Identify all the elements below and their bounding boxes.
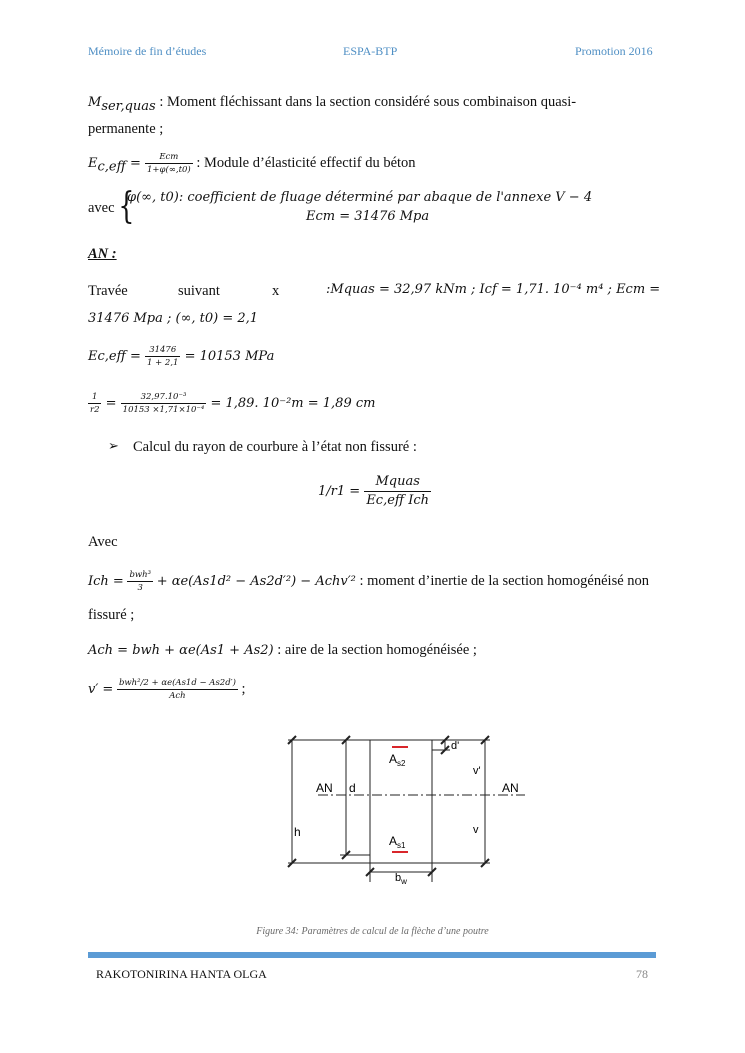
beam-section-figure [280, 730, 540, 890]
label-vprime: v' [473, 765, 481, 777]
label-as2: $A_{s2}$ [389, 752, 406, 768]
header-left: Mémoire de fin d’études [88, 44, 207, 58]
header-right: Promotion 2016 [575, 44, 653, 58]
ich-formula: Ich = $\frac{\text{bwh³}}{3}$ + αe(As1d² − As2d′²) − Achv′² : moment d’inertie de la section homogénéisé non [88, 570, 650, 593]
ecm-line: Ecm = 31476 Mpa [306, 209, 430, 224]
suivant-word: suivant [178, 283, 220, 299]
travee-expression: :Mquas = 32,97 kNm ; Icf = 1,71. 10⁻⁴ m⁴ ; Ecm = [326, 282, 661, 297]
r2-calculation: $\frac{1}{r2}$ = $\frac{\text{32,97.10⁻³}}{\text{10153 ×1,71×10⁻⁴}}$ = 1,89. 10⁻²m = 1,89 cm [90, 392, 376, 415]
footer-divider [88, 952, 656, 958]
r2-inverse-fraction: $\frac{1}{r2}$ [90, 392, 100, 415]
label-as1: $A_{s1}$ [389, 834, 406, 850]
label-d: d [349, 781, 356, 795]
vprime-formula: v′ = $\frac{\text{bwh²/2 + αe(As1d − As2d′)}}{\text{Ach}}$ ; [88, 678, 246, 701]
avec2-label: Avec [88, 534, 118, 550]
ceff-calculation: Ec,eff = $\frac{31476}{1 + 2,1}$ = 10153 MPa [88, 345, 275, 368]
figure-caption: Figure 34: Paramètres de calcul de la flèche d’une poutre [256, 926, 489, 937]
r1-fraction: $\frac{\text{Mquas}}{\text{Ec,eff Ich}}$ [366, 474, 430, 508]
ich-formula-cont: fissuré ; [88, 607, 135, 623]
r1-formula: 1/r1 = $\frac{\text{Mquas}}{\text{Ec,eff Ich}}$ [318, 474, 430, 508]
ceff-fraction: $\frac{\text{Ecm}}{1+\varphi(\infty,t0)}$ [147, 152, 191, 175]
ceff-calc-fraction: $\frac{31476}{1 + 2,1}$ [146, 345, 179, 368]
arrow-bullet-icon: ➢ [108, 438, 119, 453]
label-dprime: d' [451, 740, 460, 752]
label-v: v [473, 824, 479, 836]
an-heading: AN : [88, 246, 117, 262]
header-center: ESPA-BTP [343, 44, 398, 58]
definition-mser-cont: permanente ; [88, 121, 164, 137]
brace-icon: { [118, 186, 135, 227]
bullet-text: Calcul du rayon de courbure à l’état non fissuré : [133, 439, 417, 455]
label-bw: $b_w$ [395, 872, 407, 886]
label-h: h [294, 825, 301, 839]
ich-fraction: $\frac{\text{bwh³}}{3}$ [129, 570, 152, 593]
fluage-line: φ(∞, t0): coefficient de fluage déterminé par abaque de l'annexe V − 4 [127, 190, 593, 205]
definition-mser: $M_{ser,quas}$ : Moment fléchissant dans la section considéré sous combinaison quasi- [88, 94, 577, 114]
definition-ceff: $E_{c,eff}$ = $\frac{\text{Ecm}}{1+\varphi(\infty,t0)}$ : Module d’élasticité effectif du béton [88, 152, 416, 175]
label-an-right: AN [502, 781, 519, 795]
travee-word: Travée [88, 283, 128, 299]
x-word: x [272, 283, 280, 299]
ach-formula: Ach = bwh + αe(As1 + As2) : aire de la section homogénéisée ; [88, 642, 477, 658]
label-an-left: AN [316, 781, 333, 795]
travee-expression-cont: 31476 Mpa ; (∞, t0) = 2,1 [88, 311, 259, 326]
r2-value-fraction: $\frac{\text{32,97.10⁻³}}{\text{10153 ×1,71×10⁻⁴}}$ [122, 392, 205, 415]
footer-author: RAKOTONIRINA HANTA OLGA [96, 967, 267, 981]
page-number: 78 [636, 967, 648, 981]
vprime-fraction: $\frac{\text{bwh²/2 + αe(As1d − As2d′)}}{\text{Ach}}$ [118, 678, 236, 701]
avec-label: avec [88, 200, 115, 216]
